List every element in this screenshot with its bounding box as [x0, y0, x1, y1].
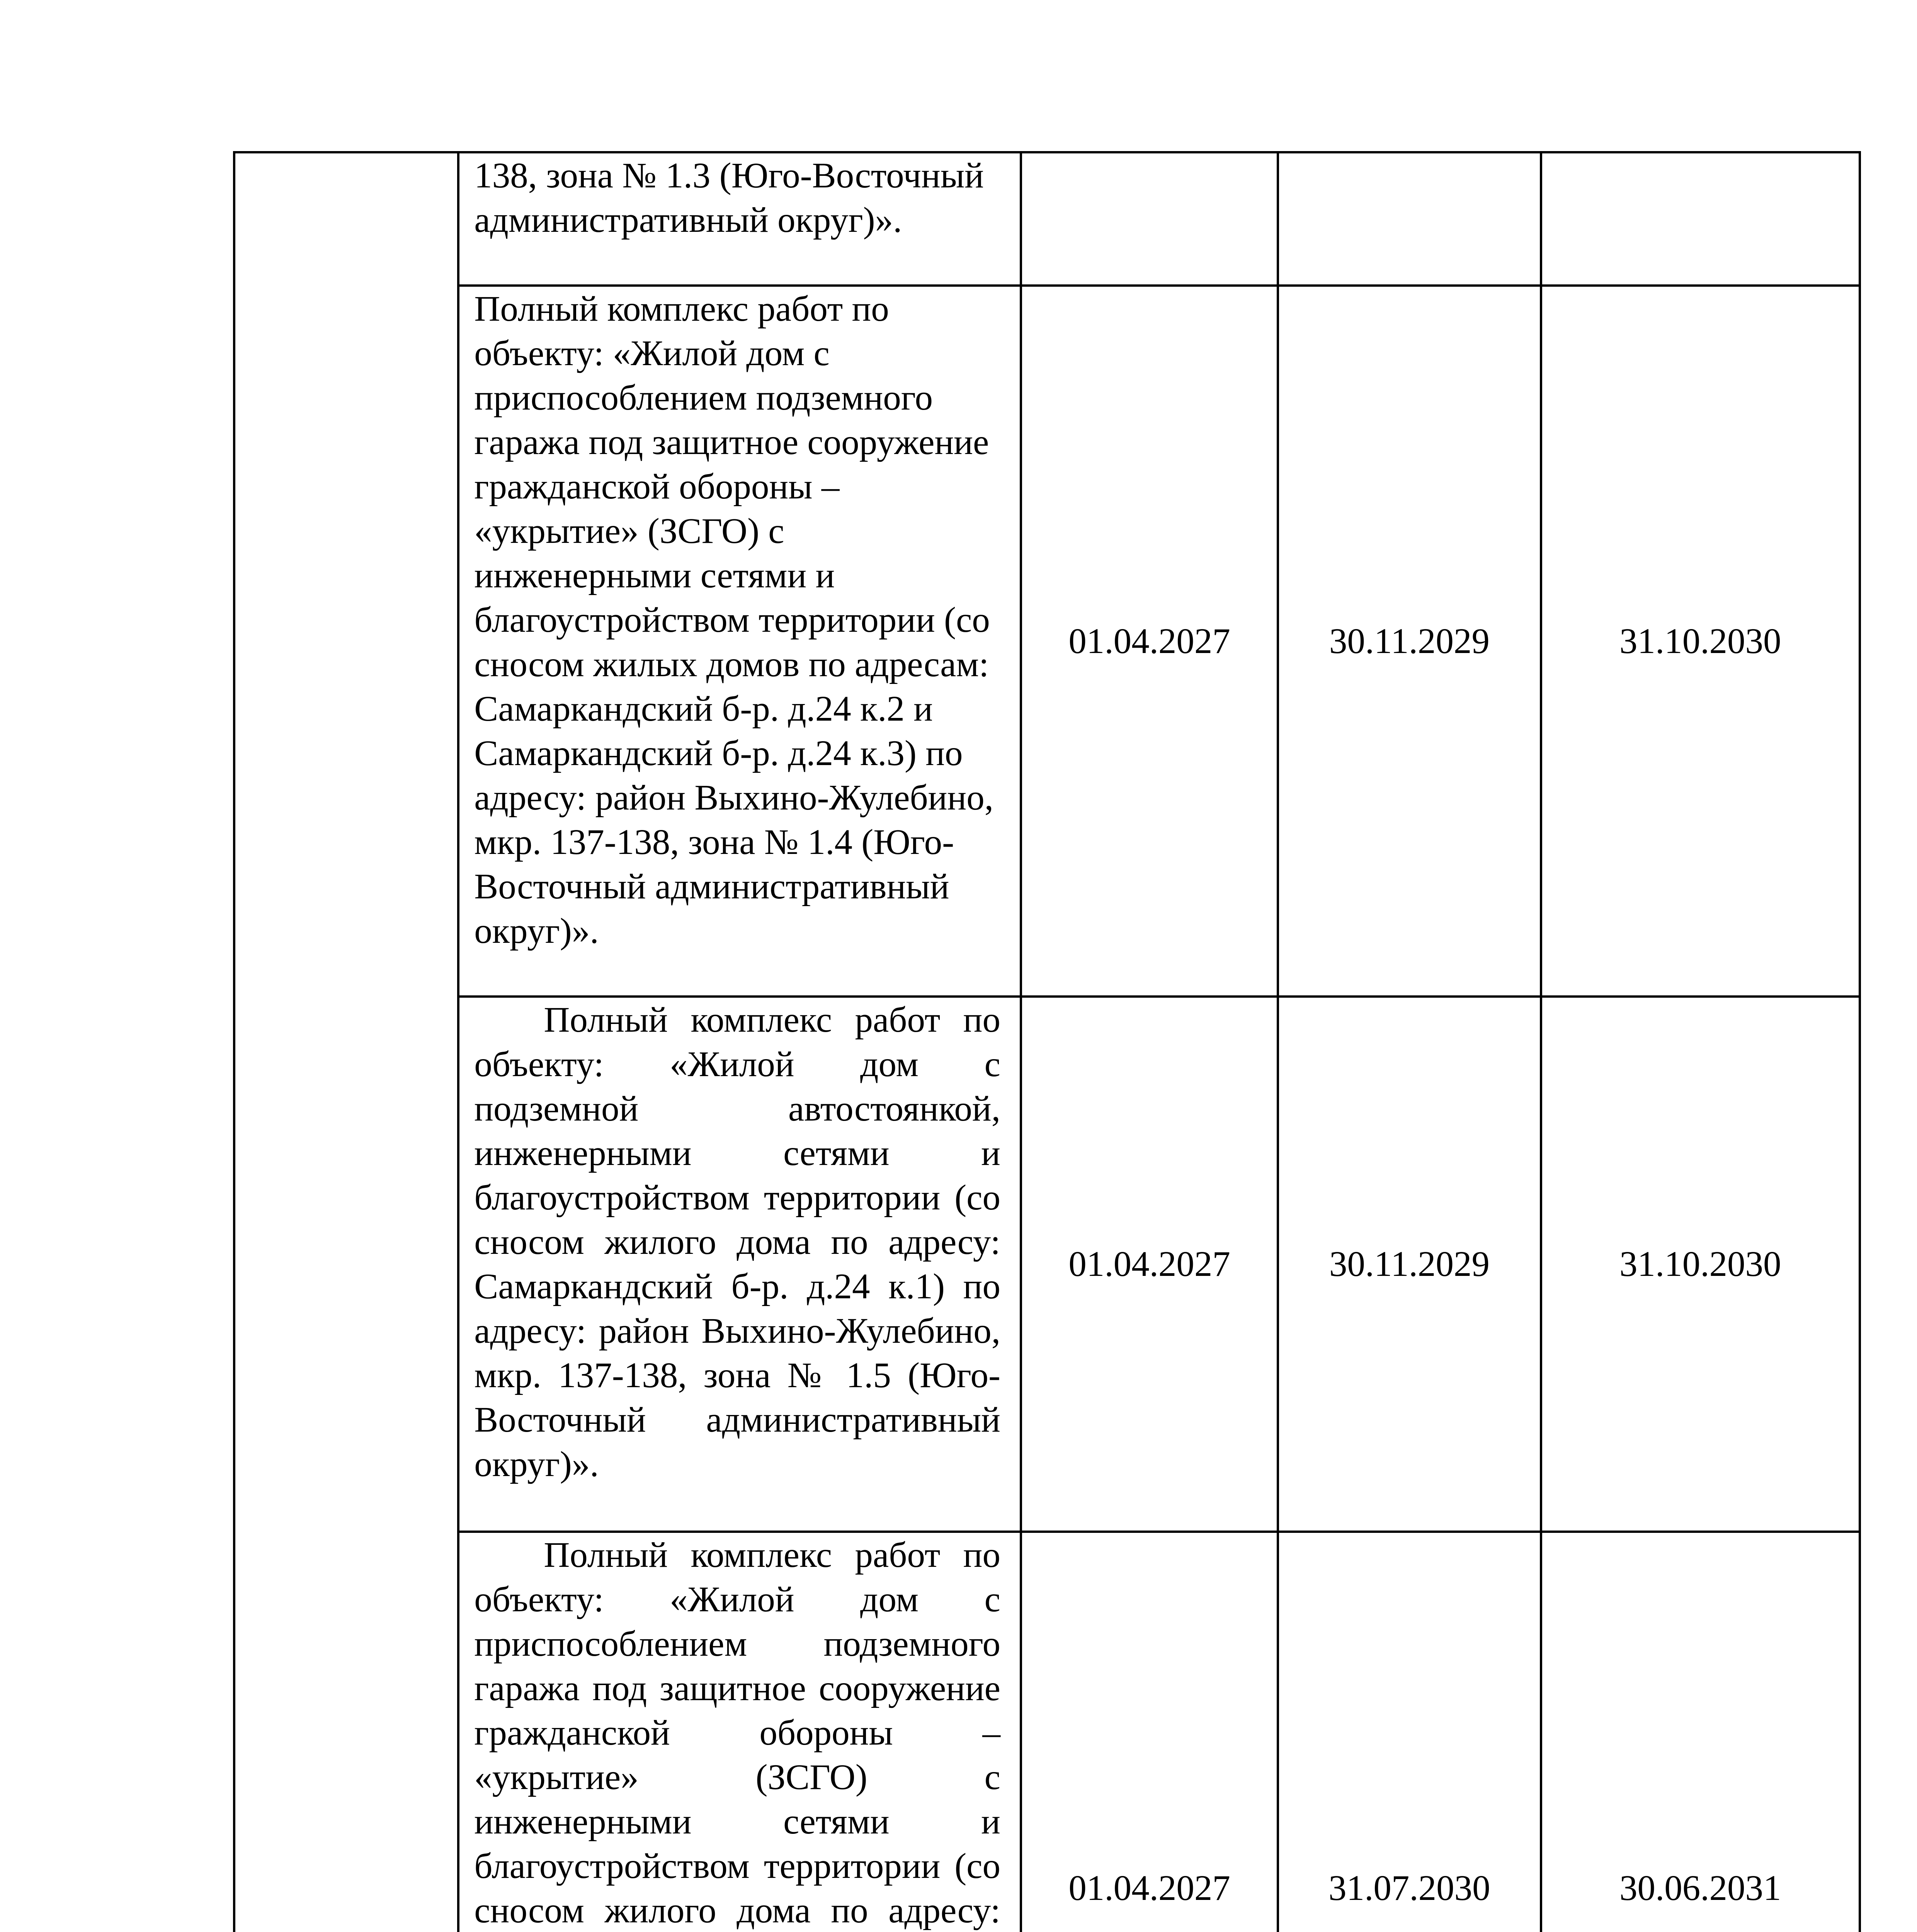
row-description: Полный комплекс работ по объекту: «Жилой дом с приспособлением подземного гаража под защитное сооружение гражданской обороны – «укрытие» (ЗСГО) с инженерными сетями и благоустройством территории (со сносом жилых домов по адресам: Самаркандский б-р. д.24 к.2 и Самаркандский б-р. д.24 к.3) по адресу: район Выхино-Жулебино, мкр. 137-138, зона № 1.4 (Юго-Восточный административный округ)».: [458, 286, 1021, 997]
row-description: 138, зона № 1.3 (Юго-Восточный административный округ)».: [458, 152, 1021, 286]
table-row: [234, 152, 1860, 286]
table-row: [234, 997, 1860, 1532]
completion-date: 31.10.2030: [1541, 997, 1860, 1532]
table-row: [234, 1532, 1860, 1932]
table-row: [234, 286, 1860, 997]
start-date: 01.04.2027: [1021, 286, 1278, 997]
schedule-table: [233, 151, 1861, 1932]
end-date: 30.11.2029: [1278, 997, 1541, 1532]
merged-number-cell: [234, 152, 458, 1932]
row-description: Полный комплекс работ по объекту: «Жилой дом с приспособлением подземного гаража под защитное сооружение гражданской обороны – «укрытие» (ЗСГО) с инженерными сетями и благоустройством территории (со сносом жилого дома по адресу:: [458, 1532, 1021, 1932]
end-date: 30.11.2029: [1278, 286, 1541, 997]
start-date: [1021, 152, 1278, 286]
end-date: [1278, 152, 1541, 286]
start-date: 01.04.2027: [1021, 997, 1278, 1532]
completion-date: 30.06.2031: [1541, 1532, 1860, 1932]
end-date: 31.07.2030: [1278, 1532, 1541, 1932]
row-description: Полный комплекс работ по объекту: «Жилой дом с подземной автостоянкой, инженерными сетями и благоустройством территории (со сносом жилого дома по адресу: Самаркандский б-р. д.24 к.1) по адресу: район Выхино-Жулебино, мкр. 137-138, зона № 1.5 (Юго-Восточный административный округ)».: [458, 997, 1021, 1532]
completion-date: [1541, 152, 1860, 286]
start-date: 01.04.2027: [1021, 1532, 1278, 1932]
completion-date: 31.10.2030: [1541, 286, 1860, 997]
